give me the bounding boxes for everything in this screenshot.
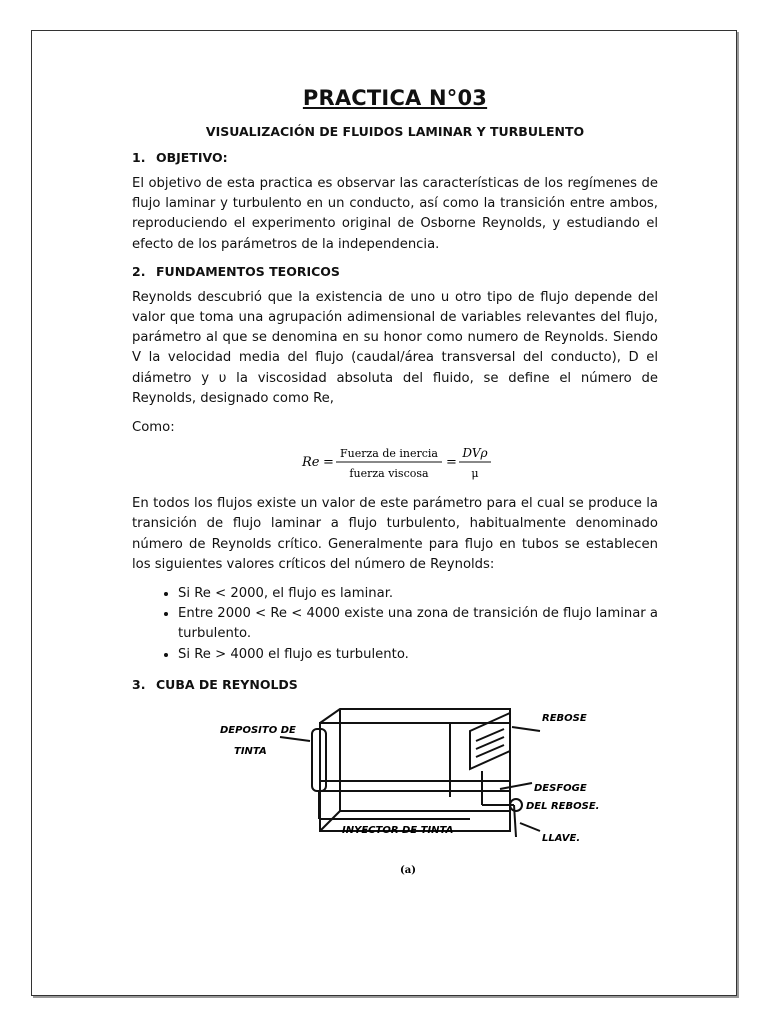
- critical-values-list: [132, 584, 658, 665]
- eq-numerator: Fuerza de inercia: [340, 447, 438, 461]
- section-title: FUNDAMENTOS TEORICOS: [156, 263, 340, 279]
- label-tinta: TINTA: [234, 745, 267, 757]
- list-item: • Si Re < 2000, el flujo es laminar.: [178, 584, 658, 604]
- figure-caption: (a): [400, 864, 416, 876]
- equation-svg: [132, 442, 658, 482]
- eq-denominator: fuerza viscosa: [349, 467, 429, 481]
- tank-drawing: [220, 701, 620, 887]
- page-title: PRACTICA N°03: [302, 86, 488, 110]
- document-body: [132, 86, 658, 887]
- section-number: 1.: [132, 150, 146, 165]
- section-title: OBJETIVO:: [156, 150, 228, 165]
- page-subtitle: VISUALIZACIÓN DE FLUIDOS LAMINAR Y TURBULENTO: [205, 124, 585, 139]
- paragraph-como: Como:: [132, 420, 175, 436]
- section-number: 3.: [132, 676, 146, 692]
- section-heading-fundamentos: [132, 264, 658, 279]
- paragraph-fundamentos: Reynolds descubrió que la existencia de uno u otro tipo de flujo depende del valor que toma una agrupación adimensional de variables relevantes del flujo, parámetro al que se denomina en su honor como numero de Reynolds. Siendo V la velocidad media del flujo (caudal/área transversal del conducto), D el diámetro y υ la viscosidad absoluta del fluido, se define el número de Reynolds, designado como Re,: [132, 289, 658, 406]
- reynolds-equation: [132, 442, 658, 482]
- label-inyector: INYECTOR DE TINTA: [342, 824, 454, 836]
- reynolds-tank-figure: [220, 701, 620, 887]
- section-number: 2.: [132, 263, 146, 279]
- eq-equals-1: =: [323, 455, 334, 471]
- label-del-rebose: DEL REBOSE.: [526, 800, 600, 812]
- paragraph-transicion: En todos los flujos existe un valor de este parámetro para el cual se produce la transición de flujo laminar a flujo turbulento, habitualmente denominado número de Reynolds crítico. Generalmente para flujo en tubos se establecen los siguientes valores críticos del número de Reynolds:: [132, 496, 658, 572]
- section-heading-objetivo: [132, 150, 658, 165]
- list-item: • Entre 2000 < Re < 4000 existe una zona de transición de flujo laminar a turbulento.: [178, 604, 658, 644]
- label-llave: LLAVE.: [542, 832, 581, 844]
- eq-equals-2: =: [446, 455, 457, 471]
- label-deposito: DEPOSITO DE: [220, 724, 296, 736]
- eq-lhs: Re: [302, 455, 320, 471]
- list-item: • Si Re > 4000 el flujo es turbulento.: [178, 645, 658, 665]
- eq-denominator-2: μ: [471, 467, 479, 481]
- label-desfogue: DESFOGE: [534, 782, 587, 794]
- eq-numerator-2: DVρ: [462, 446, 488, 461]
- label-rebose: REBOSE: [542, 712, 587, 724]
- section-title: CUBA DE REYNOLDS: [156, 676, 298, 692]
- section-heading-cuba: [132, 677, 658, 692]
- paragraph-objetivo: El objetivo de esta practica es observar las características de los regímenes de flujo laminar y turbulento en un conducto, así como la transición entre ambos, reproduciendo el experimento original de Osborne Reynolds, y estudiando el efecto de los parámetros de la independencia.: [132, 176, 658, 252]
